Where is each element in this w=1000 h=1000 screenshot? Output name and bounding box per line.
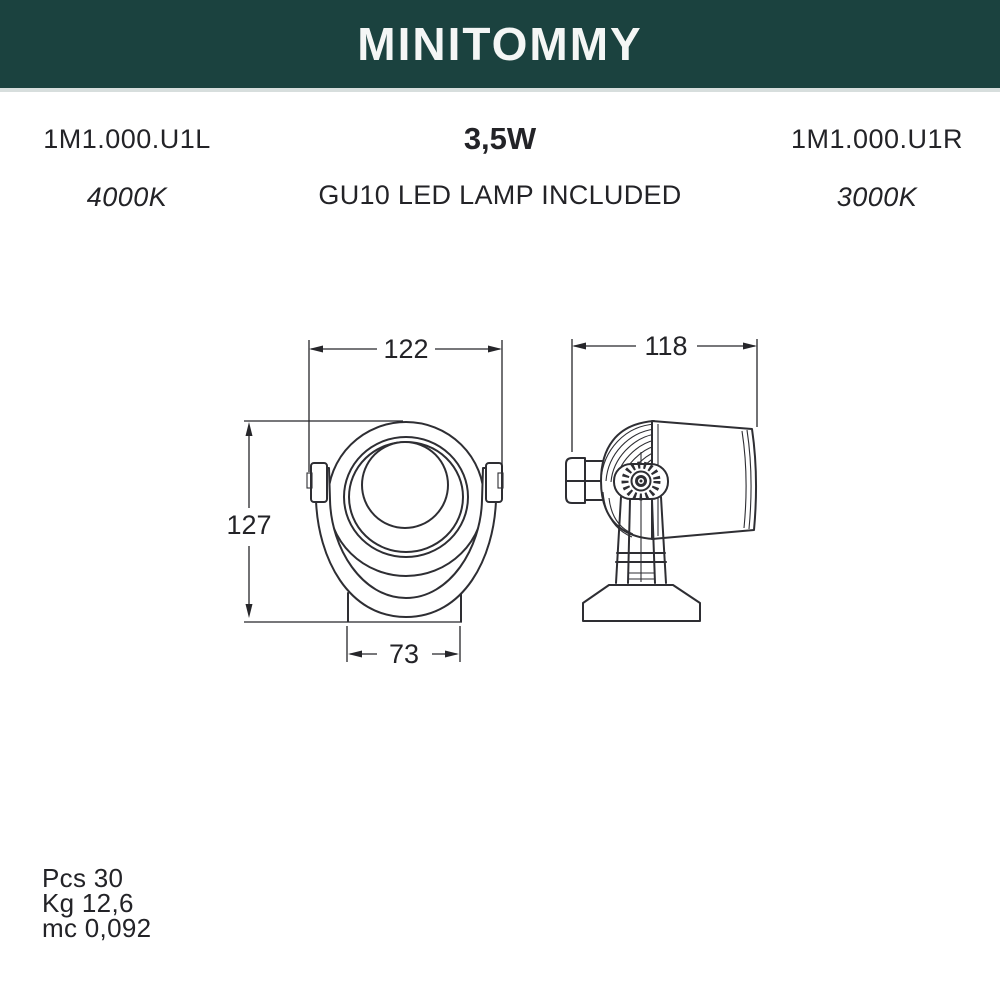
header-bar — [0, 0, 1000, 88]
dim-base-width-value: 73 — [388, 639, 420, 669]
dimension-base-width — [347, 626, 460, 669]
product-code-left: 1M1.000.U1L — [43, 124, 211, 154]
side-view — [566, 421, 756, 621]
front-lens — [362, 442, 448, 528]
header-divider — [0, 88, 1000, 92]
dim-front-height-value: 127 — [226, 510, 272, 540]
packaging-weight: Kg 12,6 — [42, 888, 134, 918]
wattage-label: 3,5W — [463, 121, 537, 156]
pivot-knob — [614, 464, 668, 499]
packaging-info — [42, 863, 152, 943]
dim-side-depth-value: 118 — [644, 331, 688, 361]
base-pedestal — [583, 585, 700, 621]
dim-front-width-value: 122 — [383, 334, 429, 364]
technical-drawing — [0, 320, 1000, 680]
product-title: MINITOMMY — [357, 18, 643, 70]
color-temp-left: 4000K — [86, 182, 168, 212]
packaging-pieces: Pcs 30 — [42, 863, 124, 893]
product-code-right: 1M1.000.U1R — [790, 124, 964, 154]
front-pivot-tab-right — [486, 463, 502, 502]
packaging-volume: mc 0,092 — [42, 913, 152, 943]
front-pivot-tab-left — [311, 463, 327, 502]
lamp-info-label: GU10 LED LAMP INCLUDED — [318, 180, 682, 210]
color-temp-right: 3000K — [836, 182, 918, 212]
front-view — [307, 422, 503, 621]
